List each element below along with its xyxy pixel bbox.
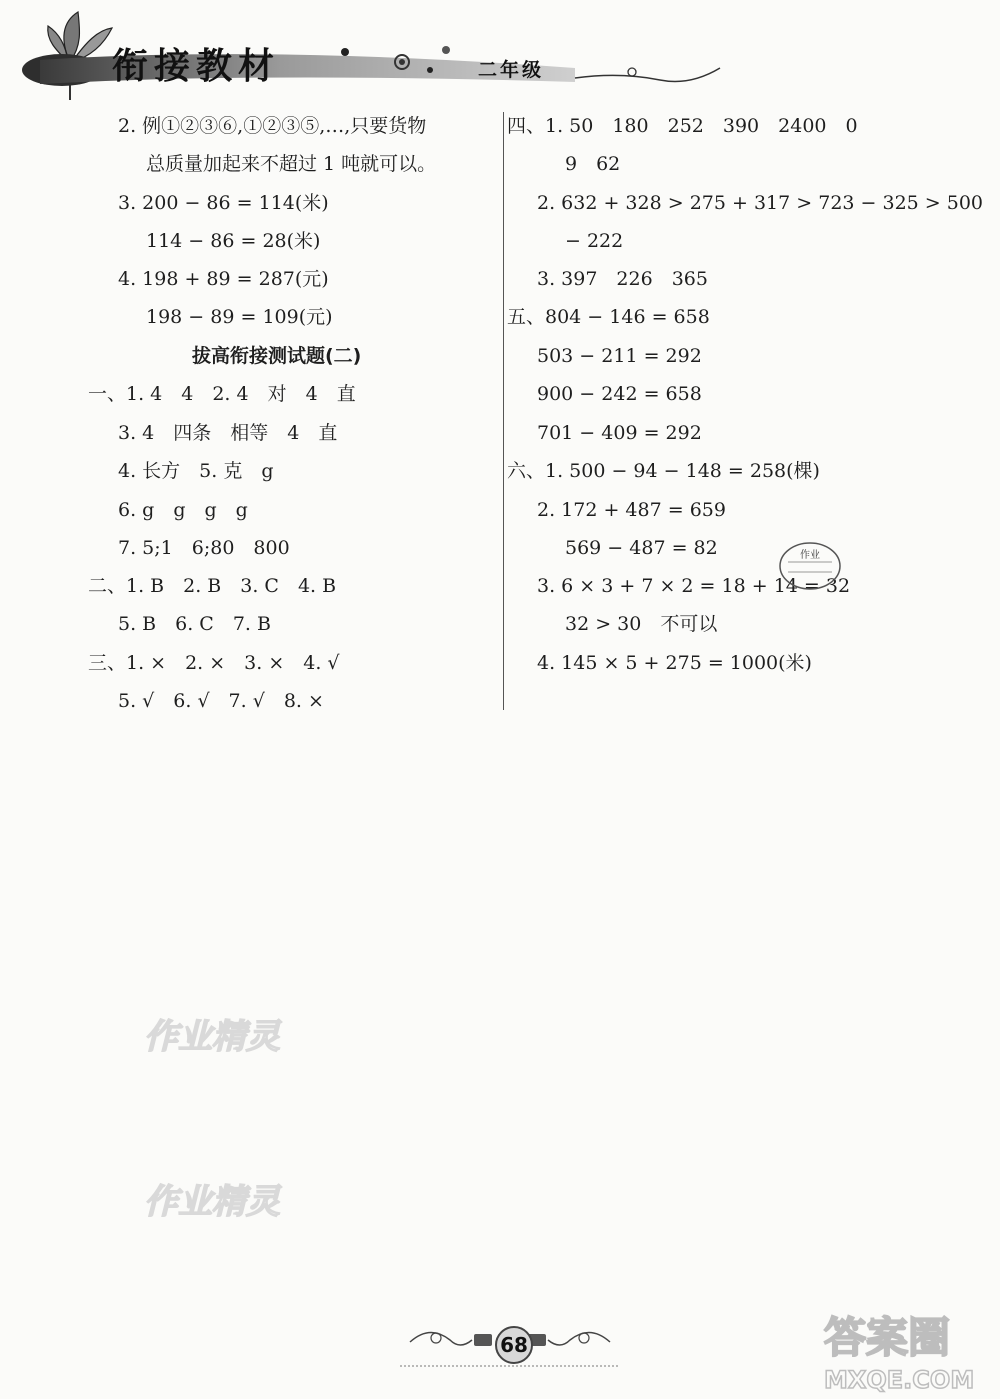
answer-line: 2. 例①②③⑥,①②③⑤,…,只要货物 [118, 115, 427, 137]
answer-line: 一、1. 4 4 2. 4 对 4 直 [88, 383, 356, 405]
answer-line: 569 − 487 = 82 [565, 537, 718, 559]
answer-line: 32 > 30 不可以 [565, 613, 718, 635]
answer-line: 4. 198 + 89 = 287(元) [118, 268, 329, 290]
answer-line: 3. 200 − 86 = 114(米) [118, 192, 329, 214]
answer-line: 3. 4 四条 相等 4 直 [118, 422, 338, 444]
watermark [140, 1175, 300, 1225]
answer-line: 4. 145 × 5 + 275 = 1000(米) [537, 652, 812, 674]
site-logo [820, 1300, 995, 1395]
answer-line: 二、1. B 2. B 3. C 4. B [88, 575, 337, 597]
column-divider [503, 112, 504, 710]
answer-line: 9 62 [565, 153, 621, 175]
answer-line: 六、1. 500 − 94 − 148 = 258(棵) [507, 460, 820, 482]
answer-line: 114 − 86 = 28(米) [146, 230, 321, 252]
answer-line: 198 − 89 = 109(元) [146, 306, 333, 328]
answer-line: 5. B 6. C 7. B [118, 613, 271, 635]
answer-line: 四、1. 50 180 252 390 2400 0 [507, 115, 858, 137]
stamp-icon [778, 540, 842, 592]
answer-line: 5. √ 6. √ 7. √ 8. × [118, 690, 324, 712]
site-logo-url: MXQE.COM [824, 1366, 975, 1394]
answer-line: 503 − 211 = 292 [537, 345, 702, 367]
answer-line: 701 − 409 = 292 [537, 422, 702, 444]
answer-line: 7. 5;1 6;80 800 [118, 537, 290, 559]
answer-line: − 222 [565, 230, 624, 252]
page-header [0, 0, 1000, 110]
grade-label: 二年级 [478, 59, 545, 81]
watermark [140, 1010, 300, 1060]
answer-line: 2. 632 + 328 > 275 + 317 > 723 − 325 > 500 [537, 192, 984, 214]
answer-line: 4. 长方 5. 克 g [118, 460, 274, 482]
watermark-text: 作业精灵 [144, 1017, 280, 1057]
site-logo-cn: 答案圈 [824, 1313, 951, 1362]
section-title: 拔高衔接测试题(二) [192, 345, 362, 367]
book-title: 衔接教材 [112, 45, 281, 87]
answer-line: 总质量加起来不超过 1 吨就可以。 [146, 153, 437, 175]
answer-line: 6. g g g g [118, 499, 248, 521]
answer-line: 三、1. × 2. × 3. × 4. √ [88, 652, 340, 674]
answer-line: 五、804 − 146 = 658 [507, 306, 710, 328]
page-number: 68 [495, 1326, 533, 1364]
answer-line: 2. 172 + 487 = 659 [537, 499, 726, 521]
watermark-text: 作业精灵 [144, 1182, 280, 1222]
stamp-label: 作业 [800, 550, 820, 561]
answer-line: 900 − 242 = 658 [537, 383, 702, 405]
answer-line: 3. 6 × 3 + 7 × 2 = 18 + 14 = 32 [537, 575, 851, 597]
answer-line: 3. 397 226 365 [537, 268, 708, 290]
